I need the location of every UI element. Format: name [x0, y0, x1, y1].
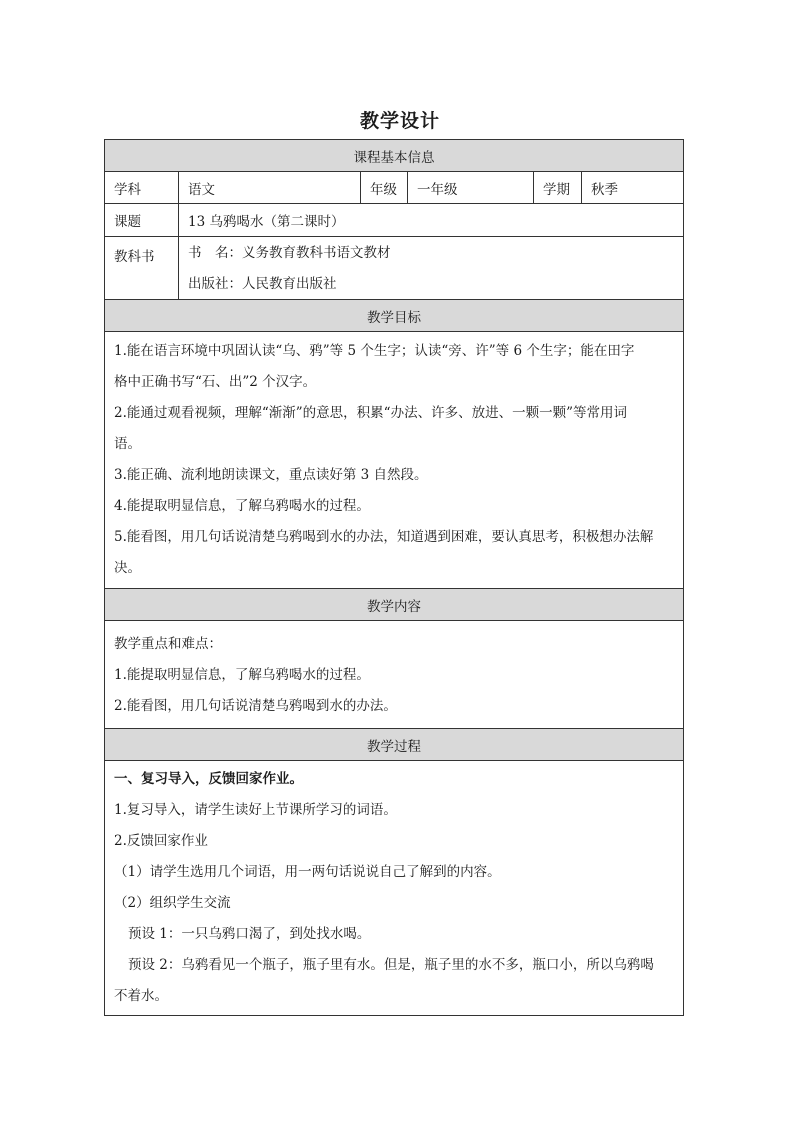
section-title: 教学内容 — [105, 589, 683, 620]
grade-value: 一年级 — [407, 172, 533, 203]
process-block — [105, 760, 683, 1015]
objective-line: 4.能提取明显信息，了解乌鸦喝水的过程。 — [114, 498, 370, 514]
preset-line: 不着水。 — [114, 988, 168, 1004]
document-title: 教学设计 — [359, 110, 440, 132]
publisher: 出版社：人民教育出版社 — [188, 276, 337, 292]
section-title: 课程基本信息 — [105, 140, 683, 171]
objective-line: 语。 — [114, 436, 141, 452]
content-line: 教学重点和难点： — [114, 636, 222, 652]
content-block — [105, 620, 683, 728]
preset-line: 预设 2：乌鸦看见一个瓶子，瓶子里有水。但是，瓶子里的水不多，瓶口小，所以乌鸦喝 — [128, 957, 654, 973]
lesson-plan-table — [104, 139, 684, 1016]
subject-value: 语文 — [178, 172, 360, 203]
objective-line: 5.能看图，用几句话说清楚乌鸦喝到水的办法，知道遇到困难，要认真思考，积极想办法解 — [114, 529, 654, 545]
content-list — [105, 621, 683, 728]
process-line: （2）组织学生交流 — [114, 895, 231, 911]
subject-label: 学科 — [114, 181, 141, 198]
objective-line: 格中正确书写“石、出”2 个汉字。 — [114, 374, 317, 390]
objective-line: 2.能通过观看视频，理解“渐渐”的意思，积累“办法、许多、放进、一颗一颗”等常用词 — [114, 405, 627, 421]
objective-line: 1.能在语言环境中巩固认读“乌、鸦”等 5 个生字；认读“旁、许”等 6 个生字；能在田字 — [114, 343, 635, 359]
process-list — [105, 761, 683, 1015]
textbook-label: 教科书 — [114, 249, 155, 265]
topic-value: 13 乌鸦喝水（第二课时） — [178, 204, 683, 236]
term-label: 学期 — [533, 172, 581, 203]
process-line: 1.复习导入，请学生读好上节课所学习的词语。 — [114, 802, 397, 818]
section-title: 教学目标 — [105, 300, 683, 331]
preset-line: 预设 1：一只乌鸦口渴了，到处找水喝。 — [128, 926, 371, 942]
book-name: 书 名：义务教育教科书语文教材 — [188, 245, 391, 261]
term-value: 秋季 — [581, 172, 683, 203]
section-title: 教学过程 — [105, 729, 683, 760]
grade-label: 年级 — [360, 172, 407, 203]
section-header-process — [105, 728, 683, 760]
section-header-objectives — [105, 299, 683, 331]
objectives-block — [105, 331, 683, 588]
process-line: （1）请学生选用几个词语，用一两句话说说自己了解到的内容。 — [114, 864, 501, 880]
process-heading: 一、复习导入，反馈回家作业。 — [114, 771, 303, 787]
objective-line: 决。 — [114, 560, 141, 576]
objective-line: 3.能正确、流利地朗读课文，重点读好第 3 自然段。 — [114, 467, 428, 483]
content-line: 2.能看图，用几句话说清楚乌鸦喝到水的办法。 — [114, 698, 397, 714]
section-header-basic-info — [105, 140, 683, 171]
content-line: 1.能提取明显信息，了解乌鸦喝水的过程。 — [114, 667, 370, 683]
info-row-topic — [105, 203, 683, 236]
info-row-textbook — [105, 236, 683, 299]
info-row-subject — [105, 171, 683, 203]
textbook-value — [178, 237, 683, 299]
section-header-content — [105, 588, 683, 620]
process-line: 2.反馈回家作业 — [114, 833, 208, 849]
topic-label: 课题 — [114, 214, 141, 230]
objectives-list — [105, 332, 683, 588]
